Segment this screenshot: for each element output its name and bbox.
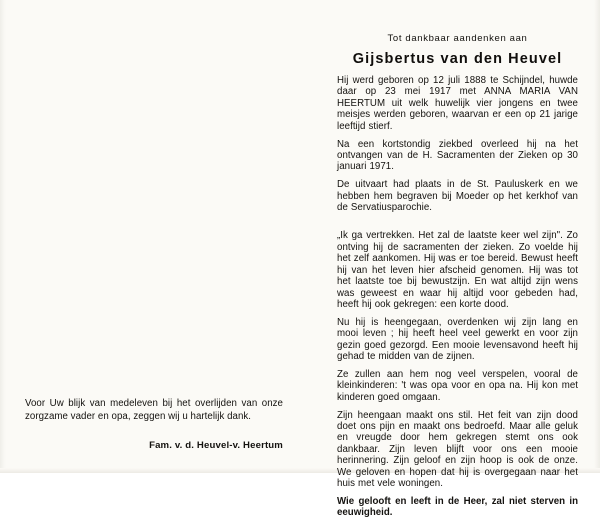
card-page-right: [300, 0, 600, 519]
memorial-text-block: [337, 33, 578, 519]
eulogy-block: [337, 230, 578, 518]
biography-paragraph-1: Hij werd geboren op 12 juli 1888 te Schijndel, huwde daar op 23 mei 1917 met ANNA MARIA VAN HEERTUM uit welk huwelijk vier jongens en twee meisjes werden geboren, waarvan er een op 21 jarige leeftijd stierf.: [337, 75, 578, 132]
biography-paragraph-2: Na een kortstondig ziekbed overleed hij na het ontvangen van de H. Sacramenten der Zieken op 30 januari 1971.: [337, 138, 578, 173]
deceased-name: Gijsbertus van den Heuvel: [352, 51, 563, 67]
eulogy-paragraph-4: Zijn heengaan maakt ons stil. Het feit van zijn dood doet ons pijn en maakt ons bedroefd. Maar alle geluk en vreugde door hem gekregen stemt ons ook dankbaar. Zijn leven blijft voor ons een mooie herinnering. Zijn geloof en zijn hoop is ook de onze. We geloven en hopen dat hij is overgegaan naar het huis met vele woningen.: [337, 409, 578, 490]
eulogy-paragraph-2: Nu hij is heengegaan, overdenken wij zijn lang en mooi leven ; hij heeft heel veel gewerkt en voor zijn gezin goed gezorgd. Een mooie levensavond heeft hij gehad te midden van de zijnen.: [337, 316, 578, 363]
family-signature: Fam. v. d. Heuvel-v. Heertum: [149, 440, 283, 451]
card-page-left: [0, 0, 300, 473]
biography-paragraph-3: De uitvaart had plaats in de St. Pauluskerk en we hebben hem begraven bij Moeder op het kerkhof van de Servatiusparochie.: [337, 179, 578, 214]
eulogy-paragraph-3: Ze zullen aan hem nog veel verspelen, vooral de kleinkinderen: 't was opa voor en opa na. Hij kon met kinderen goed omgaan.: [337, 368, 578, 403]
acknowledgement-block: [25, 398, 283, 451]
dedication-line: Tot dankbaar aandenken aan: [387, 33, 528, 44]
closing-blessing: Wie gelooft en leeft in de Heer, zal niet sterven in eeuwigheid.: [337, 496, 578, 519]
thanks-text: Voor Uw blijk van medeleven bij het overlijden van onze zorgzame vader en opa, zeggen wij u hartelijk dank.: [25, 398, 283, 422]
eulogy-paragraph-1: „Ik ga vertrekken. Het zal de laatste keer wel zijn". Zo ontving hij de sacramenten der zieken. Zo voelde hij het zelf aankomen. Hij was er toe bereid. Bewust heeft hij van het leven hier afscheid genomen. Hij was tot het laatste toe bij bewustzijn. En wat altijd zijn wens was geweest en waar hij altijd voor gebeden had, heeft hij ook gekregen: een korte dood.: [337, 230, 578, 310]
